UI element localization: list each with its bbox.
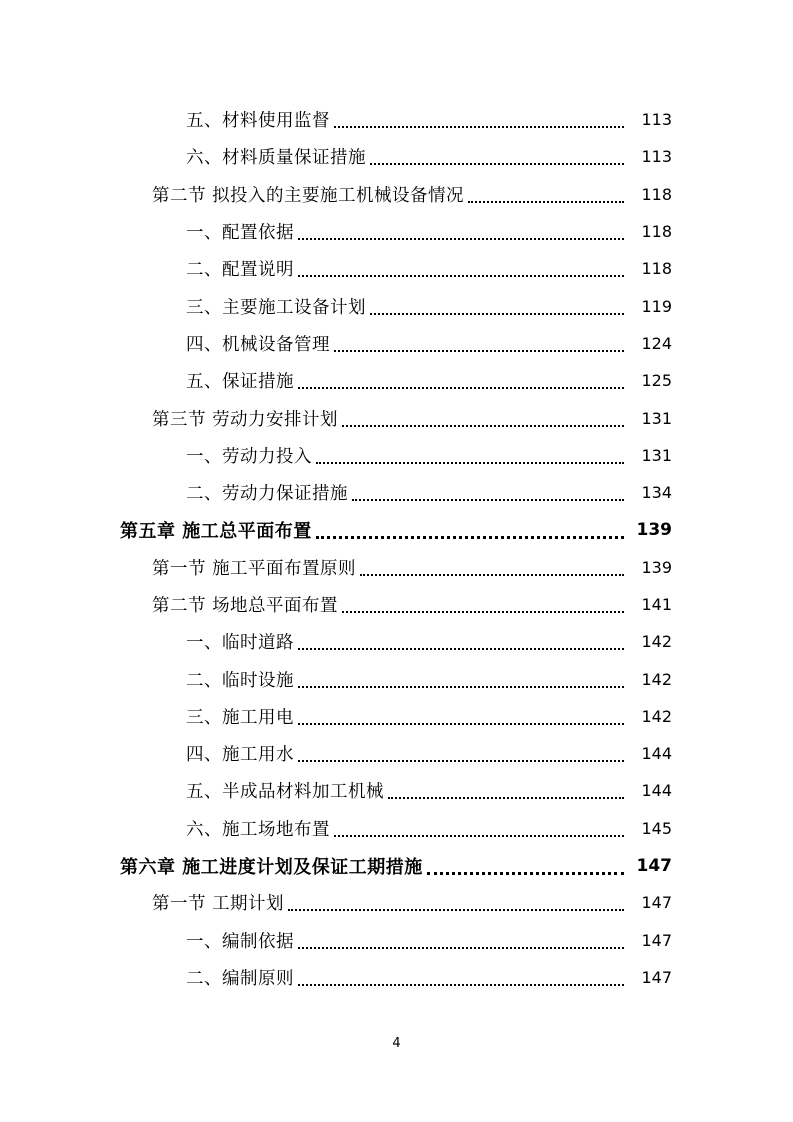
dot-leader <box>298 237 624 240</box>
toc-entry[interactable] <box>0 213 793 250</box>
toc-entry-title: 第六章 施工进度计划及保证工期措施 <box>120 856 423 878</box>
dot-leader <box>342 610 624 613</box>
toc-entry-title: 二、劳动力保证措施 <box>186 484 348 505</box>
toc-entry[interactable] <box>0 511 793 548</box>
toc-entry-page: 124 <box>641 333 672 353</box>
toc-entry-title: 一、配置依据 <box>186 223 294 244</box>
toc-entry[interactable] <box>0 772 793 809</box>
toc-entry-page: 119 <box>641 296 672 316</box>
toc-entry-title: 第二节 场地总平面布置 <box>152 596 339 616</box>
toc-entry-title: 四、施工用水 <box>186 745 294 766</box>
toc-entry-page: 139 <box>641 557 672 577</box>
page-number: 4 <box>392 1036 401 1051</box>
toc-entry-title: 五、半成品材料加工机械 <box>186 782 384 803</box>
toc-entry-title: 第五章 施工总平面布置 <box>120 520 312 542</box>
dot-leader <box>298 983 624 986</box>
dot-leader <box>468 200 624 203</box>
dot-leader <box>388 796 624 799</box>
toc-entry-title: 三、施工用电 <box>186 707 294 728</box>
toc-entry[interactable] <box>0 325 793 362</box>
toc-entry-page: 118 <box>641 184 672 204</box>
toc-entry-title: 二、临时设施 <box>186 670 294 691</box>
toc-entry[interactable] <box>0 698 793 735</box>
toc-entry-page: 134 <box>641 483 672 503</box>
dot-leader <box>342 424 624 427</box>
toc-entry[interactable] <box>0 735 793 772</box>
dot-leader <box>427 871 624 875</box>
toc-entry[interactable] <box>0 474 793 511</box>
toc-entry-title: 六、施工场地布置 <box>186 819 330 840</box>
dot-leader <box>334 125 624 128</box>
toc-entry-title: 一、劳动力投入 <box>186 446 312 467</box>
toc-entry[interactable] <box>0 549 793 586</box>
toc-entry[interactable] <box>0 176 793 213</box>
toc-entry-title: 五、保证措施 <box>186 372 294 393</box>
toc-entry[interactable] <box>0 287 793 324</box>
toc-entry-page: 144 <box>641 744 672 764</box>
toc-entry-title: 第一节 施工平面布置原则 <box>152 558 357 579</box>
dot-leader <box>370 312 624 315</box>
dot-leader <box>370 162 624 165</box>
toc-entry-page: 118 <box>641 259 672 279</box>
toc-entry[interactable] <box>0 586 793 623</box>
toc-entry[interactable] <box>0 362 793 399</box>
toc-entry[interactable] <box>0 884 793 921</box>
toc-entry-title: 五、材料使用监督 <box>186 111 330 132</box>
toc-entry-page: 141 <box>641 595 672 614</box>
toc-entry[interactable] <box>0 437 793 474</box>
toc-entry-title: 第二节 拟投入的主要施工机械设备情况 <box>152 185 465 206</box>
toc-entry-page: 147 <box>636 855 672 876</box>
toc-entry[interactable] <box>0 399 793 436</box>
toc-entry-page: 147 <box>641 930 672 950</box>
dot-leader <box>316 461 624 464</box>
toc-entry-title: 六、材料质量保证措施 <box>186 148 366 169</box>
toc-entry-page: 131 <box>641 445 672 465</box>
toc-entry-page: 118 <box>641 222 672 242</box>
toc-entry-page: 145 <box>641 818 672 838</box>
toc-entry[interactable] <box>0 138 793 175</box>
dot-leader <box>298 647 624 650</box>
toc-entry-title: 一、临时道路 <box>186 633 294 654</box>
dot-leader <box>334 349 624 352</box>
toc-entry-title: 二、编制原则 <box>186 968 294 989</box>
dot-leader <box>352 498 624 501</box>
toc-entry-page: 113 <box>641 147 672 167</box>
toc-entry-page: 142 <box>641 632 672 652</box>
dot-leader <box>298 722 624 725</box>
toc-entry-page: 131 <box>641 408 672 428</box>
toc-entry-title: 第一节 工期计划 <box>152 894 285 915</box>
toc-entry-page: 142 <box>641 706 672 726</box>
toc-entry-page: 113 <box>641 110 672 130</box>
toc-entry-title: 四、机械设备管理 <box>186 334 330 355</box>
toc-entry-page: 139 <box>636 519 672 540</box>
dot-leader <box>298 946 624 949</box>
dot-leader <box>334 834 624 837</box>
toc-entry-page: 144 <box>641 781 672 801</box>
toc-entry-page: 147 <box>641 893 672 913</box>
dot-leader <box>316 535 624 539</box>
dot-leader <box>298 274 624 277</box>
toc-entry[interactable] <box>0 922 793 959</box>
dot-leader <box>288 908 624 911</box>
toc-entry-title: 第三节 劳动力安排计划 <box>152 409 339 430</box>
dot-leader <box>298 759 624 762</box>
toc-entry[interactable] <box>0 959 793 996</box>
toc-entry[interactable] <box>0 660 793 697</box>
dot-leader <box>298 386 624 389</box>
toc-entry-title: 二、配置说明 <box>186 260 294 281</box>
toc-entry-page: 125 <box>641 371 672 391</box>
toc-entry[interactable] <box>0 623 793 660</box>
toc-entry-page: 142 <box>641 669 672 689</box>
toc-entry-title: 三、主要施工设备计划 <box>186 297 366 318</box>
table-of-contents <box>0 101 793 996</box>
toc-entry-title: 一、编制依据 <box>186 931 294 952</box>
toc-entry[interactable] <box>0 810 793 847</box>
dot-leader <box>298 685 624 688</box>
toc-entry[interactable] <box>0 250 793 287</box>
dot-leader <box>360 573 624 576</box>
toc-entry[interactable] <box>0 847 793 884</box>
toc-entry[interactable] <box>0 101 793 138</box>
toc-entry-page: 147 <box>641 967 672 987</box>
